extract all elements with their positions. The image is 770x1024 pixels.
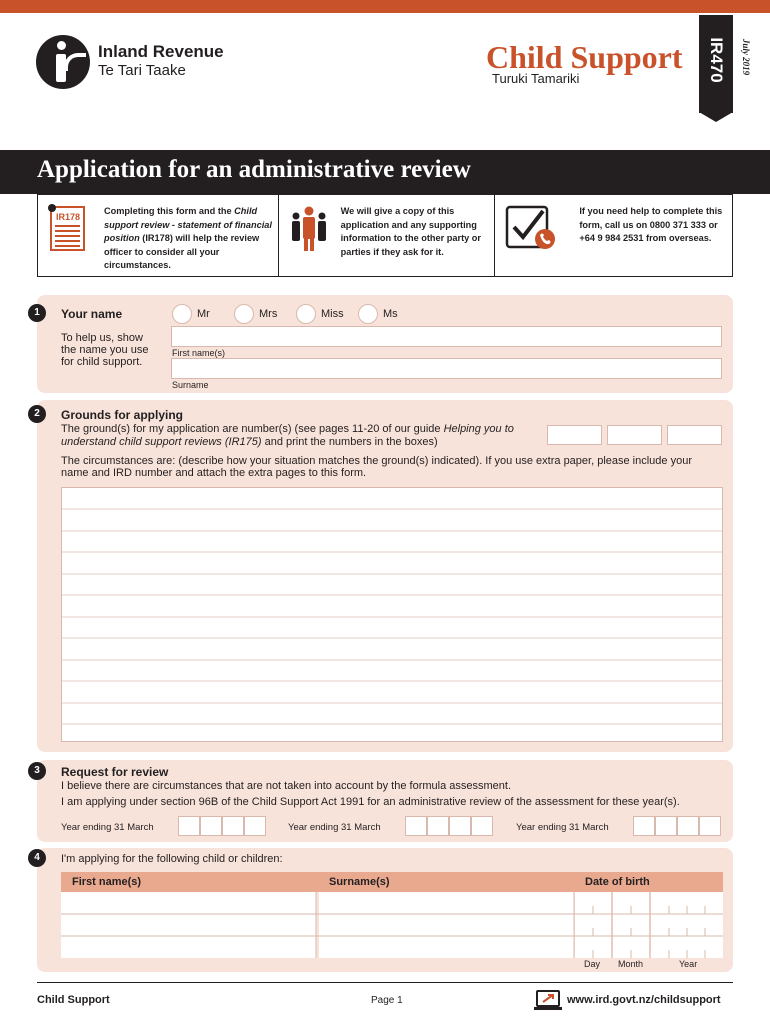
children-table-header [61, 872, 723, 892]
children-table-grid [61, 892, 723, 958]
page-number: Page 1 [371, 995, 403, 1006]
title-miss-label: Miss [321, 308, 344, 320]
first-name-label: First name(s) [172, 348, 226, 358]
guide-reference: Helping you to understand child support reviews (IR175) [61, 423, 514, 448]
info-col-help [495, 195, 732, 276]
first-name-field[interactable] [171, 326, 722, 347]
title-mr-label: Mr [197, 308, 210, 320]
info-col-copy [279, 195, 496, 276]
phone-check-icon [505, 205, 561, 253]
info-box [37, 194, 733, 277]
circumstances-textarea[interactable] [61, 487, 723, 742]
surname-label: Surname [172, 380, 209, 390]
section-2-number: 2 [28, 405, 46, 423]
year-field-3[interactable] [633, 816, 721, 836]
year-field-2[interactable] [405, 816, 493, 836]
grounds-instructions [61, 423, 536, 449]
section-1-heading: Your name [61, 307, 123, 321]
title-mrs-radio[interactable] [234, 304, 254, 324]
info-review-emph: Child support review - statement of financial position [104, 206, 272, 243]
form-code-tab-point [699, 112, 733, 122]
dob-day-label: Day [584, 959, 601, 969]
ground-number-box-3[interactable] [667, 425, 722, 445]
footer-programme: Child Support [37, 994, 110, 1006]
section-4-number: 4 [28, 849, 46, 867]
title-ms-radio[interactable] [358, 304, 378, 324]
page-title: Application for an administrative review [37, 156, 471, 183]
laptop-icon [534, 990, 562, 1014]
year-label-1: Year ending 31 March [61, 822, 154, 833]
people-icon [289, 204, 329, 252]
title-mrs-label: Mrs [259, 308, 278, 320]
info-text-help: If you need help to complete this form, call us on 0800 371 333 or +64 9 984 2531 from overseas. [579, 206, 723, 243]
circumstances-instructions: The circumstances are: (describe how your situation matches the ground(s) indicated). If you use extra paper, please include your name and IRD number and attach the extra pages to this form. [61, 455, 692, 479]
request-line-2: I am applying under section 96B of the Child Support Act 1991 for an administrative review of the assessment for these year(s). [61, 796, 680, 808]
dob-year-label: Year [679, 959, 698, 969]
inland-revenue-logo-icon [36, 35, 90, 89]
info-review-post: (IR178) will help the review officer to consider all your circumstances. [104, 233, 260, 270]
section-2-heading: Grounds for applying [61, 408, 183, 422]
section-3-number: 3 [28, 762, 46, 780]
surname-field[interactable] [171, 358, 722, 379]
col-date-of-birth: Date of birth [585, 876, 650, 888]
section-4-intro: I'm applying for the following child or children: [61, 853, 283, 865]
top-accent-bar [0, 0, 770, 13]
info-col-review [38, 195, 279, 276]
ruled-lines [62, 488, 722, 741]
section-1-number: 1 [28, 304, 46, 322]
org-maori-name: Te Tari Taake [98, 62, 186, 79]
info-review-pre: Completing this form and the [104, 206, 235, 216]
col-first-name: First name(s) [72, 876, 142, 888]
footer-divider [37, 982, 733, 983]
title-ms-label: Ms [383, 308, 398, 320]
programme-maori: Turuki Tamariki [492, 71, 580, 86]
document-icon-label: IR178 [55, 212, 81, 222]
grounds-instructions-post: and print the numbers in the boxes) [261, 436, 438, 448]
children-table [61, 892, 723, 958]
info-text-copy: We will give a copy of this application and any supporting information to the other party or parties if they ask for it. [340, 206, 481, 257]
form-code: IR470 [707, 37, 726, 83]
org-name: Inland Revenue [98, 42, 224, 61]
section-1-help: To help us, show the name you use for child support. [61, 332, 149, 368]
document-icon [48, 203, 88, 253]
year-label-2: Year ending 31 March [288, 822, 381, 833]
col-surname: Surname(s) [329, 876, 390, 888]
request-line-1: I believe there are circumstances that are not taken into account by the formula assessment. [61, 780, 512, 792]
year-field-1[interactable] [178, 816, 266, 836]
dob-month-label: Month [618, 959, 644, 969]
programme-title: Child Support [486, 39, 683, 75]
ground-number-box-2[interactable] [607, 425, 662, 445]
ground-number-box-1[interactable] [547, 425, 602, 445]
website-link[interactable]: www.ird.govt.nz/childsupport [567, 994, 721, 1006]
grounds-instructions-pre: The ground(s) for my application are number(s) (see pages 11-20 of our guide [61, 423, 444, 435]
year-label-3: Year ending 31 March [516, 822, 609, 833]
info-text-review [104, 205, 274, 273]
form-date: July 2019 [741, 38, 751, 76]
title-mr-radio[interactable] [172, 304, 192, 324]
title-miss-radio[interactable] [296, 304, 316, 324]
section-3-heading: Request for review [61, 765, 169, 779]
